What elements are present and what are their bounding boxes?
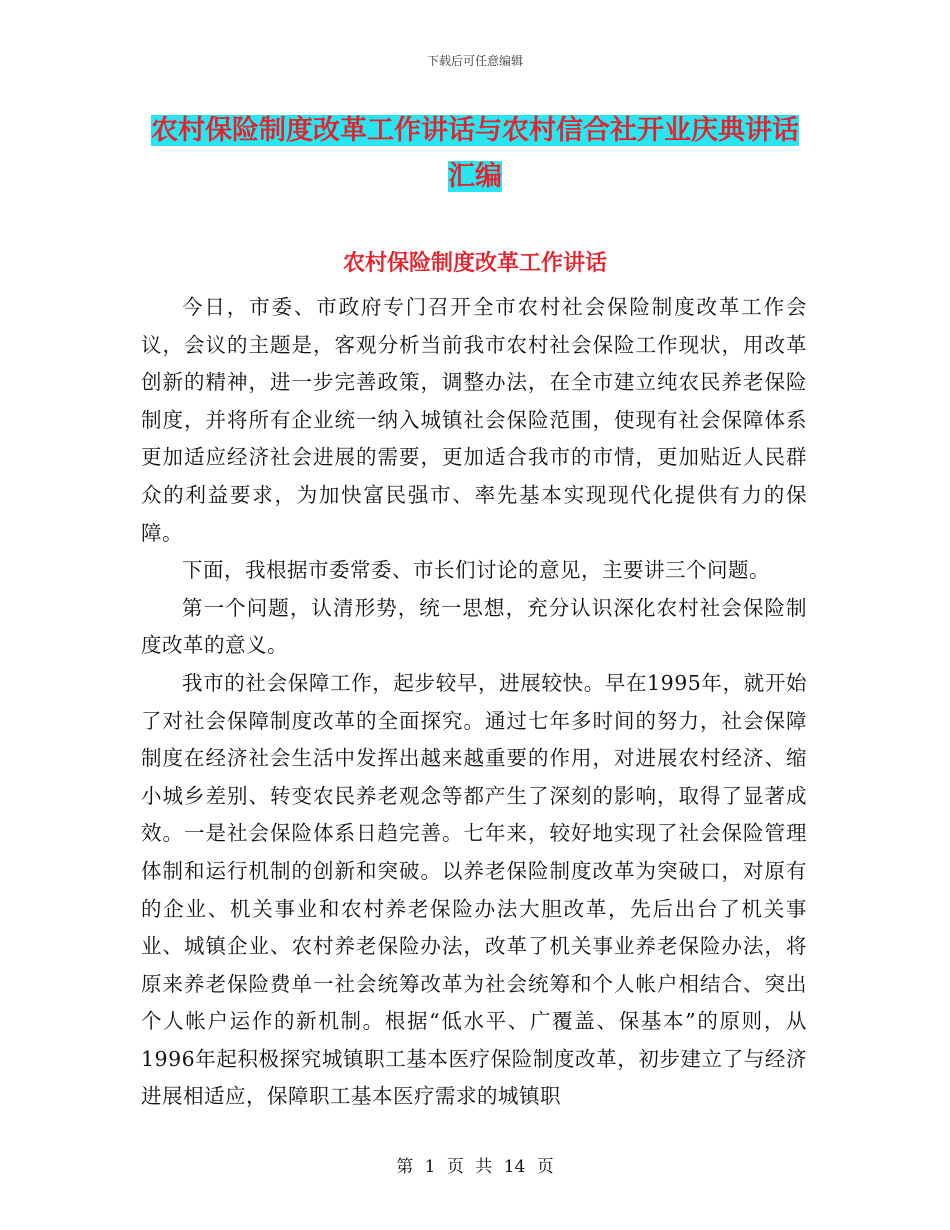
page-number-footer: 第 1 页 共 14 页 [396,1157,554,1177]
paragraph: 第一个问题，认清形势，统一思想，充分认识深化农村社会保险制度改革的意义。 [141,595,807,658]
section-title: 农村保险制度改革工作讲话 [342,251,607,276]
document-title-text: 农村保险制度改革工作讲话与农村信合社开业庆典讲话汇编 [151,115,799,192]
paragraph: 今日，市委、市政府专门召开全市农村社会保险制度改革工作会议，会议的主题是，客观分析当前我市农村社会保险工作现状，用改革创新的精神，进一步完善政策，调整办法，在全市建立纯农民养老保险制度，并将所有企业统一纳入城镇社会保险范围，使现有社会保障体系更加适应经济社会进展的需要，更加适合我市的市情，更加贴近人民群众的利益要求，为加快富民强市、率先基本实现现代化提供有力的保障。 [141,295,807,545]
paragraph: 下面，我根据市委常委、市长们讨论的意见，主要讲三个问题。 [182,558,770,583]
header-note: 下载后可任意编辑 [426,54,523,68]
body-text [141,289,807,1116]
document-title [140,108,810,200]
paragraph: 我市的社会保障工作，起步较早，进展较快。早在1995年，就开始了对社会保障制度改革的全面探究。通过七年多时间的努力，社会保障制度在经济社会生活中发挥出越来越重要的作用，对进展农村经济、缩小城乡差别、转变农民养老观念等都产生了深刻的影响，取得了显著成效。一是社会保险体系日趋完善。七年来，较好地实现了社会保险管理体制和运行机制的创新和突破。以养老保险制度改革为突破口，对原有的企业、机关事业和农村养老保险办法大胆改革，先后出台了机关事业、城镇企业、农村养老保险办法，改革了机关事业养老保险办法，将原来养老保险费单一社会统筹改革为社会统筹和个人帐户相结合、突出个人帐户运作的新机制。根据“低水平、广覆盖、保基本”的原则，从1996年起积极探究城镇职工基本医疗保险制度改革，初步建立了与经济进展相适应，保障职工基本医疗需求的城镇职 [141,670,807,1109]
